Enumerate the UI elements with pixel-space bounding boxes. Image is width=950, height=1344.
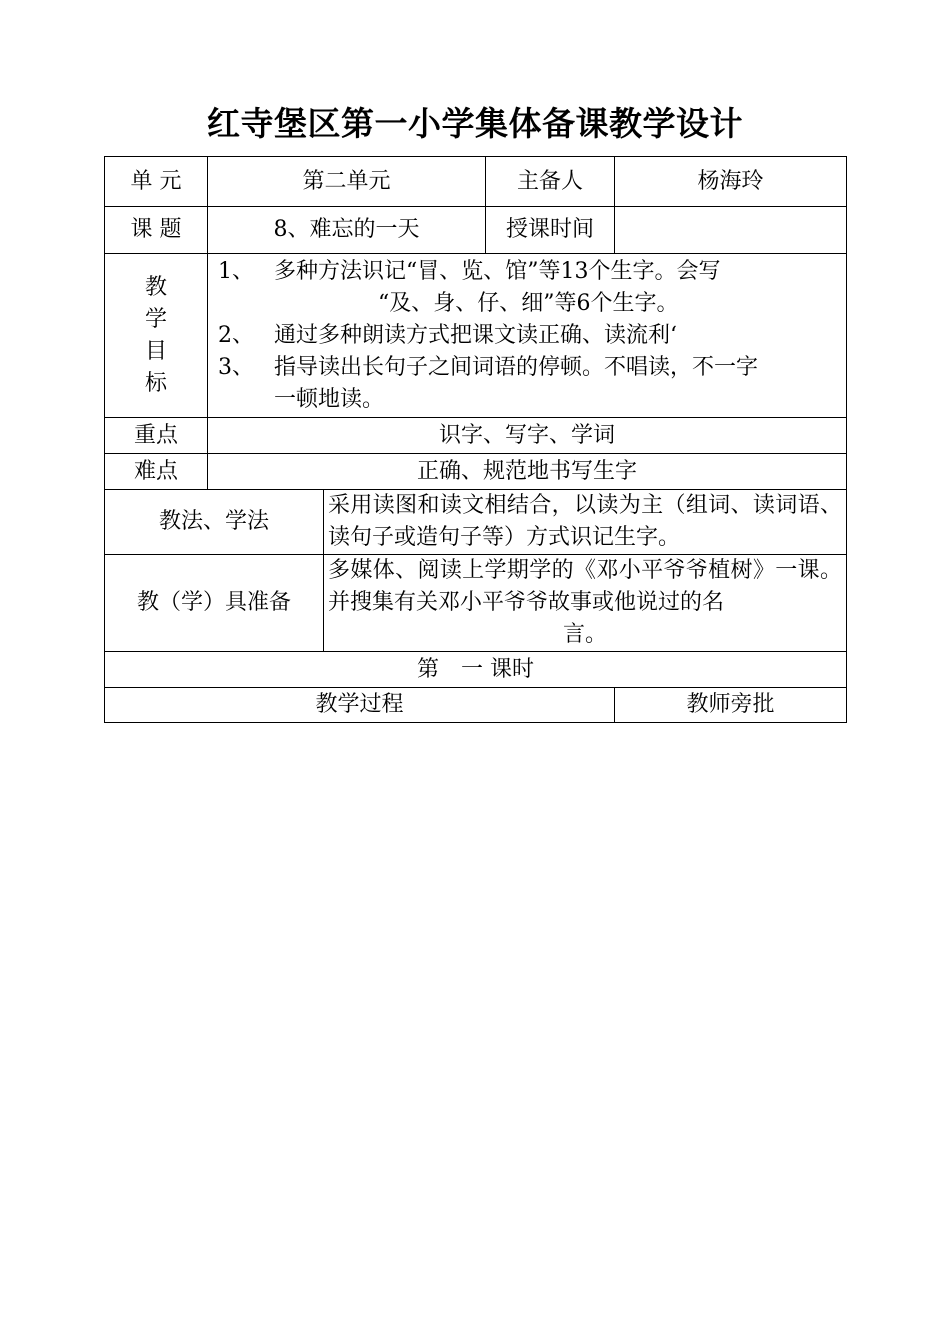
objectives-label-char: 学: [144, 306, 167, 332]
objective-item-2: [218, 320, 840, 352]
objective-text: [274, 352, 840, 416]
objective-number: 2、: [218, 322, 254, 348]
objective-number: 1、: [218, 259, 254, 284]
objective-text: 通过多种朗读方式把课文读正确、读流利‘: [274, 322, 677, 348]
table-row-period: [105, 652, 847, 688]
unit-value[interactable]: 第二单元: [208, 157, 486, 207]
methods-label: 教法、学法: [105, 490, 324, 555]
class-time-label: 授课时间: [486, 207, 615, 254]
class-time-value[interactable]: [615, 207, 847, 254]
objectives-label-char: 标: [144, 370, 167, 396]
difficulty-label: 难点: [105, 454, 208, 490]
objective-text: 多种方法识记“冒、览、馆”等13个生字。会写: [274, 259, 721, 284]
period-label: 第 一 课时: [105, 652, 847, 688]
objectives-label-char: 目: [144, 338, 167, 364]
preparation-value[interactable]: [324, 555, 847, 652]
teacher-notes-header: 教师旁批: [615, 688, 847, 723]
teaching-process-header: 教学过程: [105, 688, 615, 723]
table-row-key-points: [105, 418, 847, 454]
key-points-value[interactable]: 识字、写字、学词: [208, 418, 847, 454]
objective-text-line: 指导读出长句子之间词语的停顿。不唱读，不一字: [274, 354, 759, 380]
objective-text-continued: “及、身、仔、细”等6个生字。: [378, 290, 679, 316]
table-row-methods: [105, 490, 847, 555]
table-row-unit: [105, 157, 847, 207]
table-row-topic: [105, 207, 847, 254]
table-row-preparation: [105, 555, 847, 652]
key-points-label: 重点: [105, 418, 208, 454]
objective-number: 3、: [218, 354, 254, 380]
objective-text-line: 一顿地读。: [274, 386, 385, 412]
topic-value[interactable]: 8、难忘的一天: [208, 207, 486, 254]
preparation-label: 教（学）具准备: [105, 555, 324, 652]
page-title: 红寺堡区第一小学集体备课教学设计: [207, 104, 743, 143]
table-row-process-header: [105, 688, 847, 723]
table-row-difficulty: [105, 454, 847, 490]
table-row-objectives: [105, 254, 847, 418]
lead-teacher-label: 主备人: [486, 157, 615, 207]
objectives-label: [105, 254, 208, 418]
objectives-content[interactable]: [208, 254, 847, 418]
methods-value[interactable]: 采用读图和读文相结合，以读为主（组词、读词语、读句子或造句子等）方式识记生字。: [324, 490, 847, 555]
preparation-text-tail: 言。: [563, 622, 608, 648]
lesson-plan-table: [104, 156, 847, 723]
objectives-label-char: 教: [144, 274, 167, 300]
objective-item-1: [218, 256, 840, 288]
preparation-text: 多媒体、阅读上学期学的《邓小平爷爷植树》一课。并搜集有关邓小平爷爷故事或他说过的名: [328, 558, 843, 616]
lead-teacher-value[interactable]: 杨海玲: [615, 157, 847, 207]
unit-label: 单 元: [105, 157, 208, 207]
topic-label: 课 题: [105, 207, 208, 254]
objective-item-3: [218, 352, 840, 416]
difficulty-value[interactable]: 正确、规范地书写生字: [208, 454, 847, 490]
